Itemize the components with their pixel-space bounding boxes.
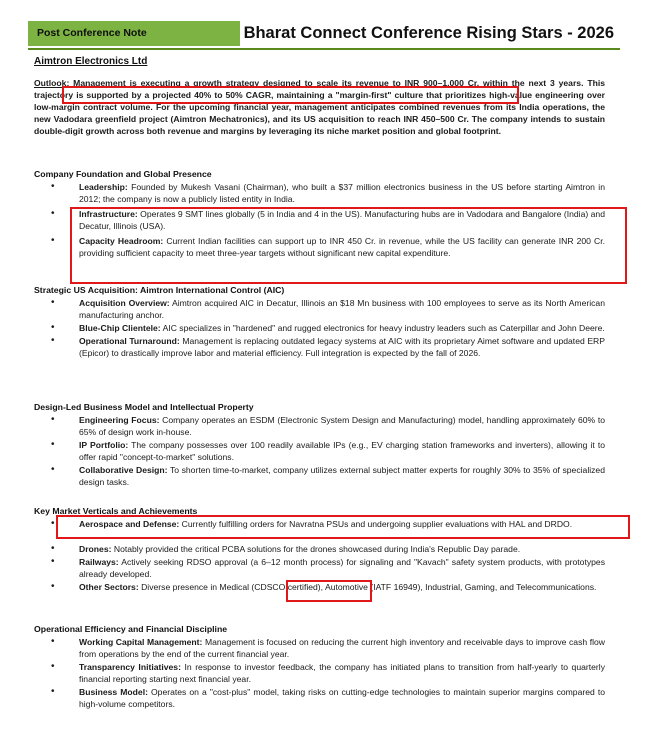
item-text: Current Indian facilities can support up to INR 450 Cr. in revenue, while the US facility can generate INR 200 Cr. providing sufficient capacity to meet three-year targets without significant new capital expenditure. xyxy=(79,236,605,258)
item-term: Drones: xyxy=(79,544,112,554)
bullet-icon: • xyxy=(51,322,55,333)
item-term: Capacity Headroom: xyxy=(79,236,164,246)
list-item xyxy=(34,322,605,334)
section-title-design: Design-Led Business Model and Intellectual Property xyxy=(34,402,254,412)
bullet-icon: • xyxy=(51,636,55,647)
bullet-icon: • xyxy=(51,297,55,308)
bullet-icon: • xyxy=(51,556,55,567)
list-item xyxy=(34,181,605,205)
list-item xyxy=(34,414,605,438)
highlight-box-cagr xyxy=(62,86,519,104)
item-term: Acquisition Overview: xyxy=(79,298,170,308)
item-term: Other Sectors: xyxy=(79,582,139,592)
bullet-icon: • xyxy=(51,439,55,450)
item-term: Aerospace and Defense: xyxy=(79,519,180,529)
conference-title: Bharat Connect Conference Rising Stars - 2026 xyxy=(243,24,614,42)
section-list-efficiency xyxy=(34,636,605,711)
section-title-verticals: Key Market Verticals and Achievements xyxy=(34,506,198,516)
item-term: Engineering Focus: xyxy=(79,415,160,425)
post-conference-tag: Post Conference Note xyxy=(28,21,240,46)
item-term: Collaborative Design: xyxy=(79,465,168,475)
item-text: Actively seeking RDSO approval (a 6–12 month process) for signaling and "Kavach" safety system products, with prototypes already developed. xyxy=(79,557,605,579)
section-title-efficiency: Operational Efficiency and Financial Discipline xyxy=(34,624,228,634)
list-item xyxy=(34,636,605,660)
highlight-box-cdsco xyxy=(286,580,372,602)
item-text: Aimtron acquired AIC in Decatur, Illinois an $18 Mn business with 100 employees to serve as its North American manufacturing anchor. xyxy=(79,298,605,320)
list-item xyxy=(34,297,605,321)
bullet-icon: • xyxy=(51,235,55,246)
bullet-icon: • xyxy=(51,686,55,697)
bullet-icon: • xyxy=(51,661,55,672)
section-list-acquisition xyxy=(34,297,605,360)
list-item xyxy=(34,543,605,555)
section-title-foundation: Company Foundation and Global Presence xyxy=(34,169,212,179)
highlight-box-infrastructure xyxy=(70,207,627,284)
item-term: Blue-Chip Clientele: xyxy=(79,323,161,333)
item-text: Founded by Mukesh Vasani (Chairman), who built a $37 million electronics business in the US before starting Aimtron in 2012; the company is now a publicly listed entity in India. xyxy=(79,182,605,204)
item-text: AIC specializes in "hardened" and rugged electronics for heavy industry leaders such as Caterpillar and John Deere. xyxy=(160,323,605,333)
item-term: Leadership: xyxy=(79,182,128,192)
bullet-icon: • xyxy=(51,464,55,475)
item-text: Currently fulfilling orders for Navratna PSUs and undergoing supplier evaluations with HAL and DRDO. xyxy=(179,519,573,529)
bullet-icon: • xyxy=(51,581,55,592)
list-item xyxy=(34,556,605,580)
highlight-box-aerospace xyxy=(56,515,630,539)
list-item xyxy=(34,335,605,359)
item-text: The company possesses over 100 readily available IPs (e.g., EV charging station frameworks and inverters), allowing it to offer rapid "concept-to-market" solutions. xyxy=(79,440,605,462)
item-term: Infrastructure: xyxy=(79,209,138,219)
item-text: Operates 9 SMT lines globally (5 in India and 4 in the US). Manufacturing hubs are in Vadodara and Bangalore (India) and Decatur, Illinois (USA). xyxy=(79,209,605,231)
bullet-icon: • xyxy=(51,518,55,529)
item-text: In response to investor feedback, the company has initiated plans to transition from half-yearly to quarterly financial reporting starting next financial year. xyxy=(79,662,605,684)
bullet-icon: • xyxy=(51,208,55,219)
item-term: Operational Turnaround: xyxy=(79,336,180,346)
outlook-lead: Outlook: xyxy=(34,78,70,88)
item-text: To shorten time-to-market, company utilizes external subject matter experts for roughly 30% to 35% of specialized design tasks. xyxy=(79,465,605,487)
section-list-design xyxy=(34,414,605,489)
item-text: Company operates an ESDM (Electronic System Design and Manufacturing) model, handling approximately 60% to 65% of design work in-house. xyxy=(79,415,605,437)
section-title-acquisition: Strategic US Acquisition: Aimtron International Control (AIC) xyxy=(34,285,285,295)
item-term: Transparency Initiatives: xyxy=(79,662,181,672)
item-text: Management is focused on reducing the current high inventory and receivable days to improve cash flow from operations by the end of the current financial year. xyxy=(79,637,605,659)
outlook-text: Management is executing a growth strategy designed to scale its revenue to INR 900–1,000 Cr. within the next 3 years. This trajectory is supported by a projected 40% to 50% CAGR, maintaining a "margin-first" culture that prioritizes high-value engineering over low-margin contract volume. For the upcoming financial year, management anticipates combined revenues from its India operations, the new Vadodara greenfield project (Aimtron Mechatronics), and its US acquisition to reach INR 450–500 Cr. The company intends to sustain double-digit growth across both revenue and margins by leveraging its niche market position and global footprint. xyxy=(34,78,605,136)
list-item xyxy=(34,686,605,710)
list-item xyxy=(34,464,605,488)
bullet-icon: • xyxy=(51,414,55,425)
item-text: Notably provided the critical PCBA solutions for the drones showcased during India's Republic Day parade. xyxy=(111,544,521,554)
item-text: Operates on a "cost-plus" model, taking risks on cutting-edge technologies to maintain superior margins compared to high-volume competitors. xyxy=(79,687,605,709)
item-text: Diverse presence in Medical (CDSCO certified), Automotive (IATF 16949), Industrial, Gaming, and Telecommunications. xyxy=(138,582,597,592)
item-term: Railways: xyxy=(79,557,119,567)
header-bar xyxy=(28,21,620,50)
item-term: Working Capital Management: xyxy=(79,637,203,647)
list-item xyxy=(34,439,605,463)
bullet-icon: • xyxy=(51,181,55,192)
bullet-icon: • xyxy=(51,335,55,346)
bullet-icon: • xyxy=(51,543,55,554)
company-name: Aimtron Electronics Ltd xyxy=(34,56,148,67)
list-item xyxy=(34,661,605,685)
item-term: Business Model: xyxy=(79,687,148,697)
item-term: IP Portfolio: xyxy=(79,440,129,450)
item-text: Management is replacing outdated legacy systems at AIC with its proprietary Aimet software and updated ERP (Epicor) to drastically improve labor and material efficiency. Full integration is expected by the fall of 2026. xyxy=(79,336,605,358)
